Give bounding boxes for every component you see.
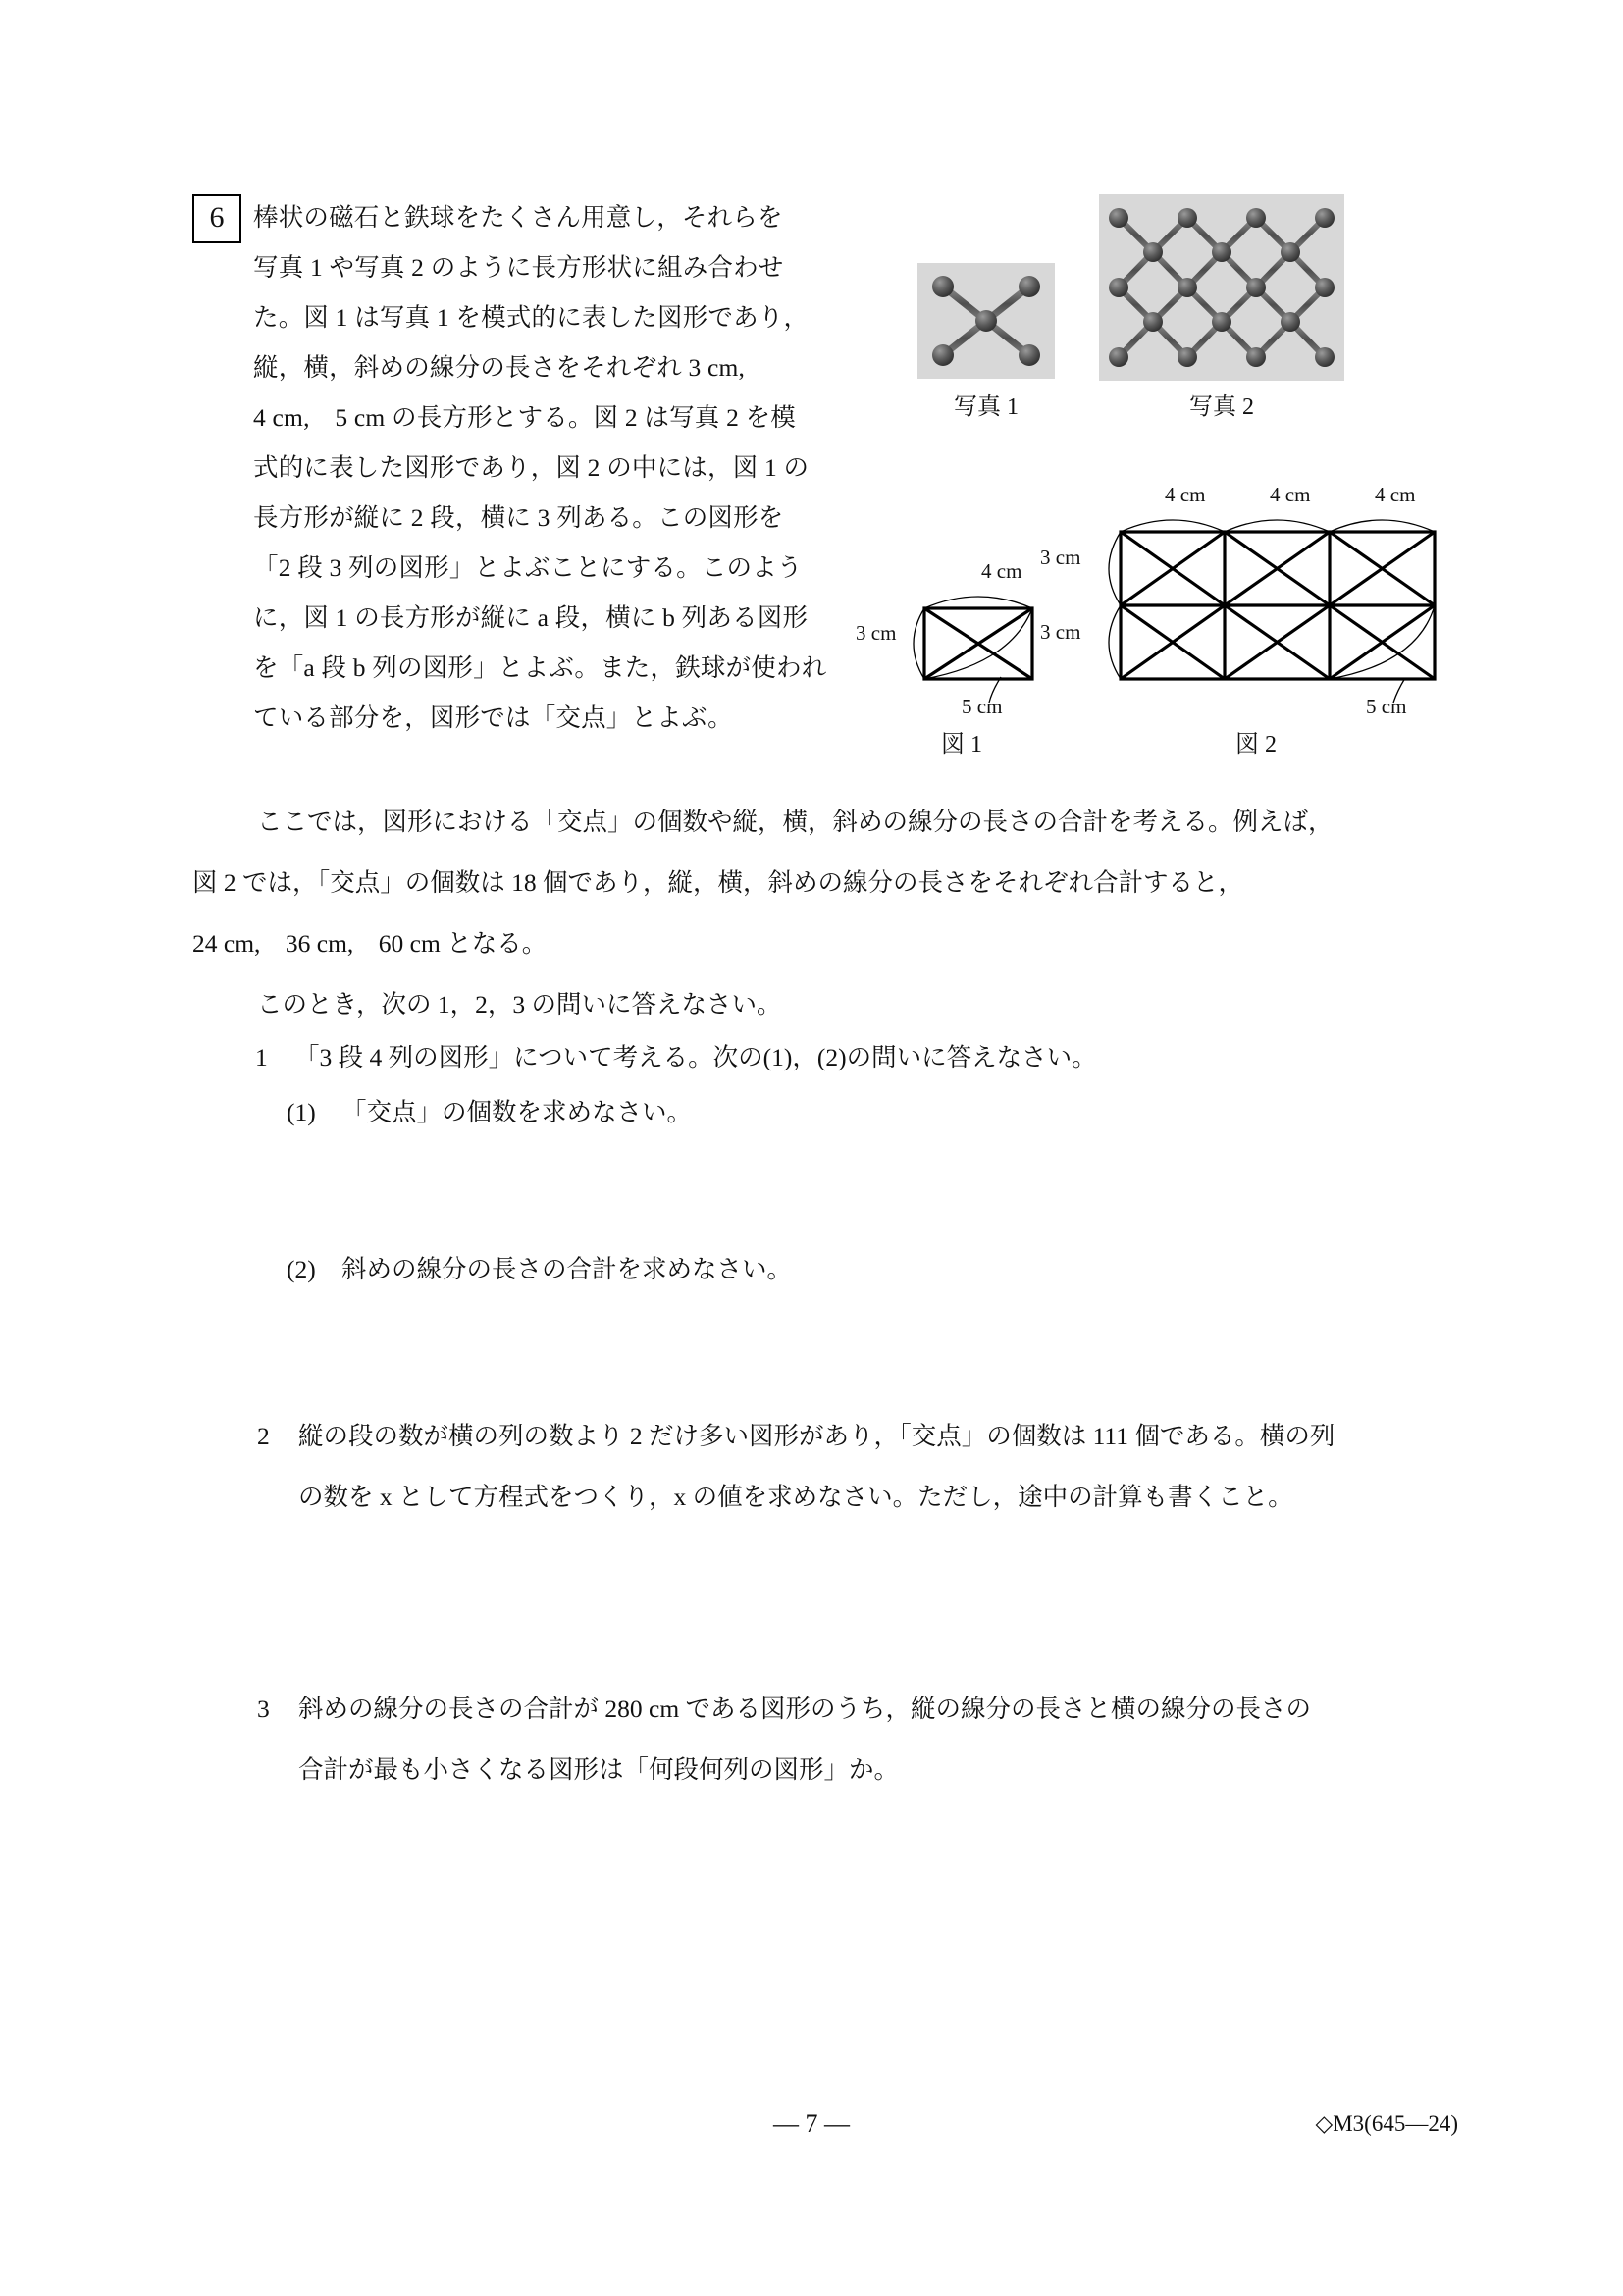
form-code: ◇M3(645—24) — [1315, 2112, 1458, 2136]
photo-1-image — [917, 263, 1055, 379]
photo-2-image — [1099, 194, 1344, 381]
intro-line: 「2 段 3 列の図形」とよぶことにする。このよう — [253, 553, 803, 582]
intro-line: 長方形が縦に 2 段，横に 3 列ある。この図形を — [253, 503, 784, 532]
photo-2-caption: 写真 2 — [1189, 394, 1254, 420]
intro-line: た。図 1 は写真 1 を模式的に表した図形であり， — [253, 303, 810, 332]
question-1-sub-1-text: 「交点」の個数を求めなさい。 — [341, 1098, 693, 1126]
fig2-left-label-1: 3 cm — [1040, 546, 1081, 569]
fig1-left-label: 3 cm — [856, 621, 897, 645]
fig1-bottom-label: 5 cm — [962, 695, 1003, 718]
intro-line: 式的に表した図形であり，図 2 の中には，図 1 の — [253, 453, 810, 482]
intro-line: 縦，横，斜めの線分の長さをそれぞれ 3 cm, — [253, 353, 746, 382]
body-paragraph-line: 図 2 では，「交点」の個数は 18 個であり，縦，横，斜めの線分の長さをそれぞれ合計すると， — [192, 868, 1244, 897]
fig2-top-label-3: 4 cm — [1375, 483, 1416, 506]
question-1-text: 「3 段 4 列の図形」について考える。次の(1)，(2)の問いに答えなさい。 — [294, 1043, 1097, 1071]
figure-1-caption: 図 1 — [941, 732, 982, 757]
question-1-sub-2-text: 斜めの線分の長さの合計を求めなさい。 — [341, 1255, 793, 1283]
question-3-line-1: 斜めの線分の長さの合計が 280 cm である図形のうち，縦の線分の長さと横の線分の長さの — [298, 1695, 1312, 1723]
intro-line: 棒状の磁石と鉄球をたくさん用意し，それらを — [253, 203, 783, 232]
question-3-line-2: 合計が最も小さくなる図形は「何段何列の図形」か。 — [298, 1755, 900, 1784]
question-1-sub-1-label: (1) — [287, 1098, 316, 1126]
body-paragraph-line: 24 cm, 36 cm, 60 cm となる。 — [192, 929, 548, 958]
fig1-top-label: 4 cm — [981, 559, 1022, 583]
fig2-top-label-2: 4 cm — [1270, 483, 1311, 506]
figures-group — [856, 471, 1452, 765]
question-number-box: 6 — [192, 194, 241, 243]
question-2-line-2: の数を x として方程式をつくり，x の値を求めなさい。ただし，途中の計算も書くこと。 — [298, 1483, 1293, 1511]
page-footer — [0, 2110, 1623, 2168]
intro-line: 写真 1 や写真 2 のように長方形状に組み合わせ — [253, 253, 784, 282]
question-2-number: 2 — [257, 1422, 270, 1450]
photographs-group — [883, 179, 1442, 424]
intro-text-column — [253, 192, 852, 743]
figures-svg — [864, 471, 1452, 726]
figure-2-caption: 図 2 — [1235, 732, 1277, 757]
fig2-bottom-label: 5 cm — [1366, 695, 1407, 718]
question-2-line-1: 縦の段の数が横の列の数より 2 だけ多い図形があり，「交点」の個数は 111 個である。横の列 — [298, 1422, 1335, 1450]
page-number: — 7 — — [773, 2110, 850, 2138]
body-instruction: このとき，次の 1，2，3 の問いに答えなさい。 — [257, 990, 782, 1018]
photo-2-svg — [1099, 194, 1344, 381]
photo-1-svg — [917, 263, 1055, 379]
intro-line: 4 cm, 5 cm の長方形とする。図 2 は写真 2 を模 — [253, 403, 797, 432]
body-paragraph-line: ここでは，図形における「交点」の個数や縦，横，斜めの線分の長さの合計を考える。例えば， — [257, 808, 1334, 836]
intro-section — [0, 0, 1623, 775]
question-3-number: 3 — [257, 1695, 270, 1723]
intro-line: に，図 1 の長方形が縦に a 段，横に b 列ある図形 — [253, 603, 809, 632]
intro-line: ている部分を，図形では「交点」とよぶ。 — [253, 704, 733, 732]
question-1-sub-2-label: (2) — [287, 1255, 316, 1283]
intro-line: を「a 段 b 列の図形」とよぶ。また，鉄球が使われ — [253, 653, 827, 682]
fig2-left-label-2: 3 cm — [1040, 620, 1081, 644]
photo-1-caption: 写真 1 — [954, 394, 1019, 420]
question-1-number: 1 — [255, 1043, 268, 1071]
fig2-top-label-1: 4 cm — [1165, 483, 1206, 506]
